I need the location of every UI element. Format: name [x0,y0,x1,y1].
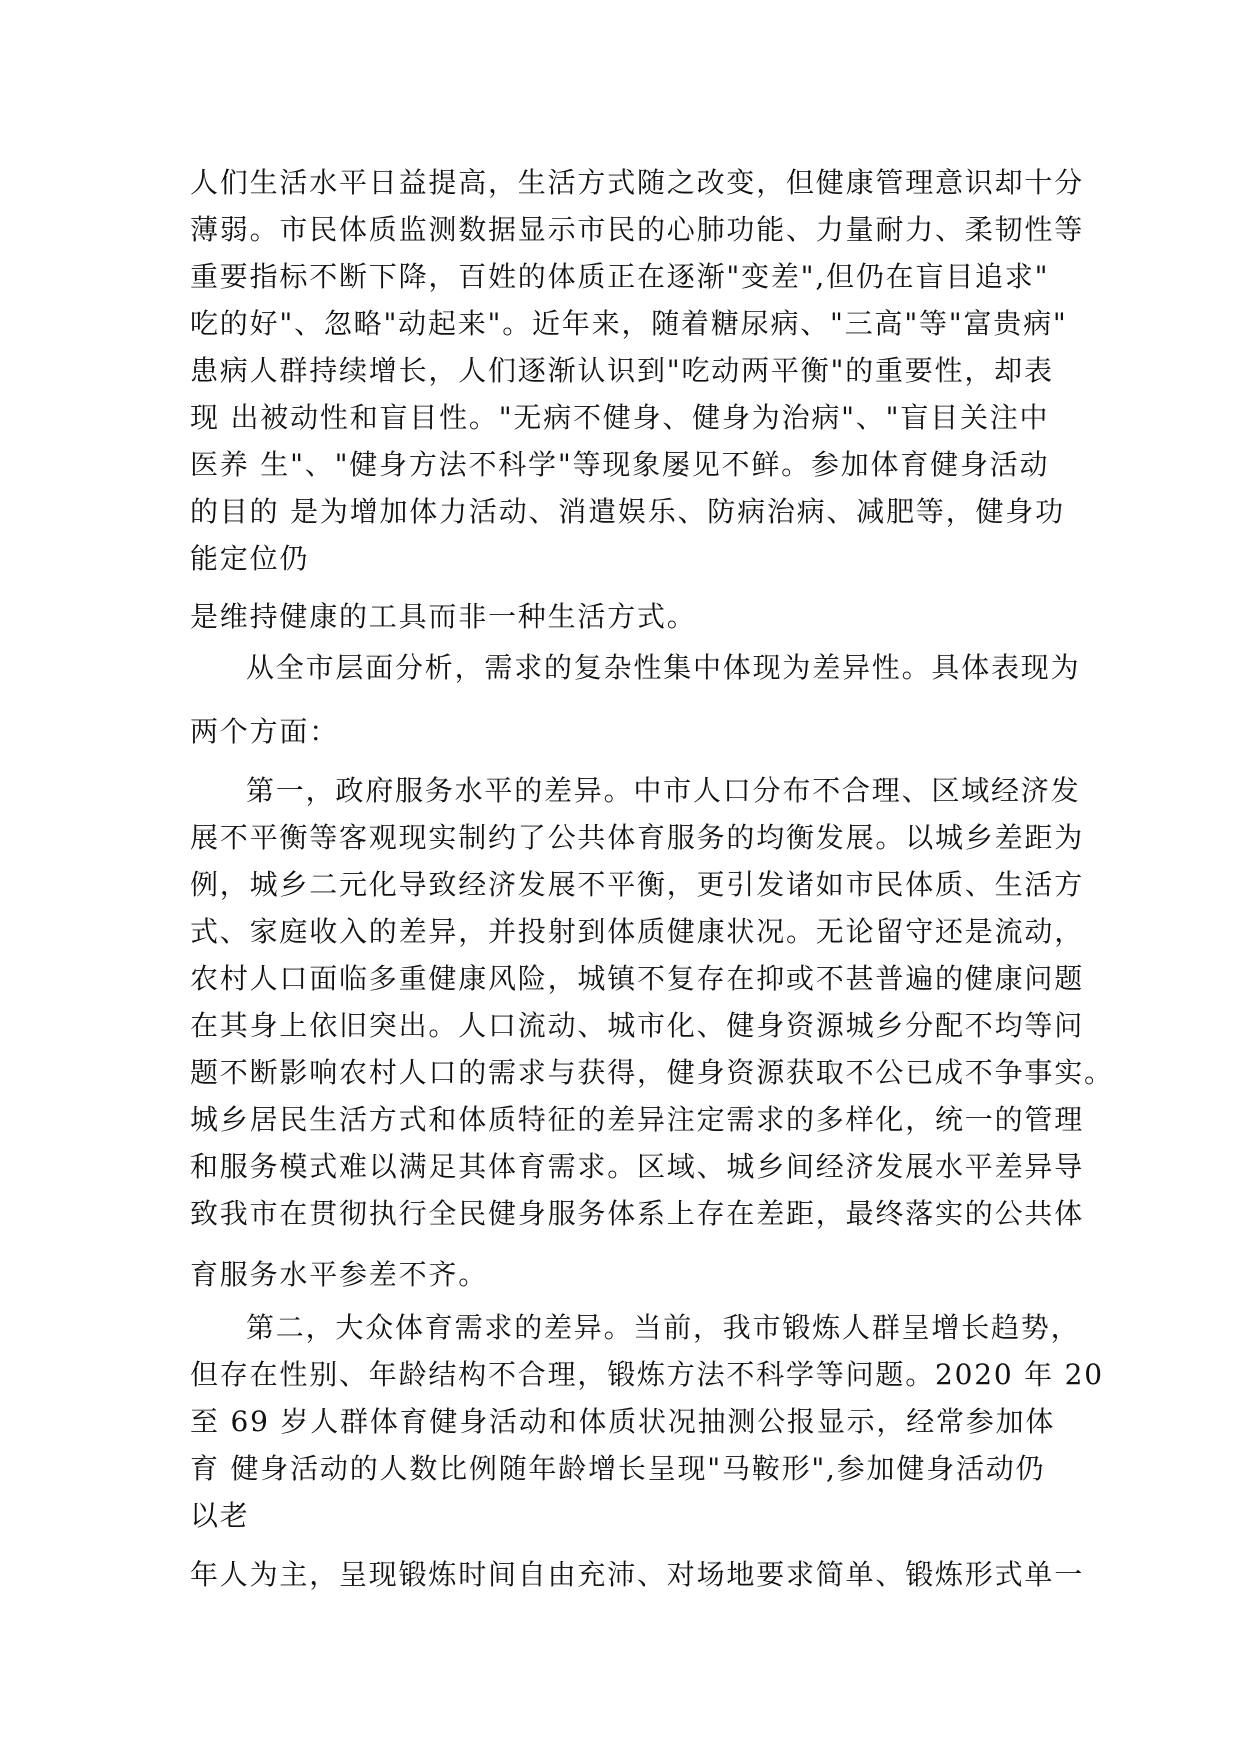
text-line: 育 健身活动的人数比例随年龄增长呈现"马鞍形",参加健身活动仍 [190,1452,1046,1485]
text-line: 育服务水平参差不齐。 [190,1258,489,1291]
paragraph-first-line: 第一，政府服务水平的差异。中市人口分布不合理、区域经济发 [246,774,1081,807]
text-line: 的目的 是为增加体力活动、消遣娱乐、防病治病、减肥等，健身功 [190,495,1065,528]
text-line: 是维持健康的工具而非一种生活方式。 [190,600,697,633]
text-line: 医养 生"、"健身方法不科学"等现象屡见不鲜。参加体育健身活动 [190,448,1050,481]
text-line: 两个方面： [190,715,340,748]
text-line: 重要指标不断下降，百姓的体质正在逐渐"变差",但仍在盲目追求" [190,260,1050,293]
text-line: 能定位仍 [190,542,310,575]
text-line: 人们生活水平日益提高，生活方式随之改变，但健康管理意识却十分 [190,166,1085,199]
text-line: 和服务模式难以满足其体育需求。区域、城乡间经济发展水平差异导 [190,1150,1085,1183]
text-line: 展不平衡等客观现实制约了公共体育服务的均衡发展。以城乡差距为 [190,821,1085,854]
text-line: 现 出被动性和盲目性。"无病不健身、健身为治病"、"盲目关注中 [190,401,1050,434]
text-line: 题不断影响农村人口的需求与获得，健身资源获取不公已成不争事实。 [190,1056,1114,1089]
text-line: 薄弱。市民体质监测数据显示市民的心肺功能、力量耐力、柔韧性等 [190,213,1085,246]
text-line: 城乡居民生活方式和体质特征的差异注定需求的多样化，统一的管理 [190,1103,1085,1136]
text-line: 在其身上依旧突出。人口流动、城市化、健身资源城乡分配不均等问 [190,1009,1085,1042]
text-line: 致我市在贯彻执行全民健身服务体系上存在差距，最终落实的公共体 [190,1197,1085,1230]
text-line: 年人为主，呈现锻炼时间自由充沛、对场地要求简单、锻炼形式单一 [190,1558,1085,1591]
text-line: 式、家庭收入的差异，并投射到体质健康状况。无论留守还是流动， [190,915,1085,948]
paragraph-first-line: 从全市层面分析，需求的复杂性集中体现为差异性。具体表现为 [246,651,1081,684]
text-line: 至 69 岁人群体育健身活动和体质状况抽测公报显示，经常参加体 [190,1405,1056,1438]
text-line: 以老 [190,1499,250,1532]
text-line: 患病人群持续增长，人们逐渐认识到"吃动两平衡"的重要性，却表 [190,354,1054,387]
text-line: 但存在性别、年龄结构不合理，锻炼方法不科学等问题。2020 年 20 [190,1358,1104,1391]
text-line: 吃的好"、忽略"动起来"。近年来，随着糖尿病、"三高"等"富贵病" [190,307,1068,340]
paragraph-first-line: 第二，大众体育需求的差异。当前，我市锻炼人群呈增长趋势， [246,1311,1081,1344]
text-line: 农村人口面临多重健康风险，城镇不复存在抑或不甚普遍的健康问题 [190,962,1085,995]
text-line: 例，城乡二元化导致经济发展不平衡，更引发诸如市民体质、生活方 [190,868,1085,901]
